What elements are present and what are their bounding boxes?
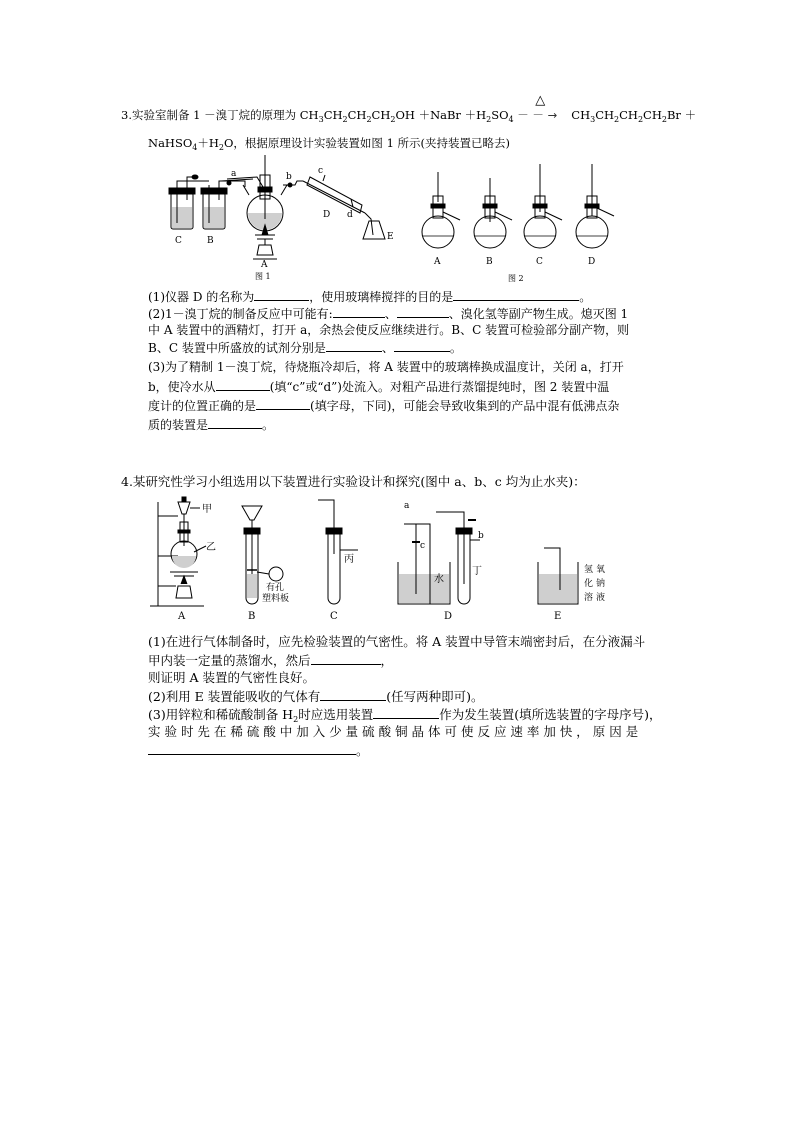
answer-blank[interactable] <box>256 397 310 410</box>
svg-text:有孔: 有孔 <box>266 583 285 593</box>
svg-text:B: B <box>207 236 214 246</box>
svg-text:b: b <box>478 531 484 541</box>
svg-text:E: E <box>387 232 394 242</box>
svg-text:C: C <box>175 236 182 246</box>
svg-text:甲: 甲 <box>202 504 212 515</box>
svg-text:溶: 溶 <box>584 593 594 603</box>
fig2-label: A <box>434 257 441 267</box>
q3-equation-line: 3.实验室制备 1 －溴丁烷的原理为 $CH_3CH_2CH_2CH_2OH$ ＋NaBr $+H_2SO_4$ △ － － → $CH_3CH_2CH_2CH_2Br$ ＋ <box>121 93 697 124</box>
svg-text:D: D <box>444 611 453 622</box>
svg-text:b: b <box>286 172 292 182</box>
svg-text:c: c <box>420 541 426 551</box>
q4-part1-line3: 则证明 A 装置的气密性良好。 <box>148 670 315 685</box>
svg-text:丁: 丁 <box>472 566 482 577</box>
q3-part3-line2: b，使冷水从 (填“c”或“d”)处流入。对粗产品进行蒸馏提纯时，图 2 装置中温 <box>148 380 610 394</box>
q3-part2-line3: B、C 装置中所盛放的试剂分别是 、 。 <box>148 341 462 355</box>
answer-blank[interactable] <box>394 339 450 352</box>
svg-text:a: a <box>231 169 237 179</box>
svg-text:塑料板: 塑料板 <box>262 594 290 604</box>
q4-part1-line1: (1)在进行气体制备时，应先检验装置的气密性。将 A 装置中导管末端密封后，在分液漏斗 <box>148 634 646 649</box>
reaction-arrow: △ － － → <box>517 93 558 122</box>
svg-text:钠: 钠 <box>596 579 606 589</box>
q4-part3-line3: 。 <box>148 742 369 759</box>
q4-part3-line2: 实 验 时 先 在 稀 硫 酸 中 加 入 少 量 硫 酸 铜 晶 体 可 使 反 应 速 率 加 快 ， 原 因 是 <box>148 724 639 739</box>
answer-blank[interactable] <box>311 652 381 665</box>
svg-text:D: D <box>323 210 331 220</box>
fig2-label: B <box>486 257 493 267</box>
q3-part3-line3: 度计的位置正确的是 (填字母，下同)，可能会导致收集到的产品中混有低沸点杂 <box>148 399 620 413</box>
svg-text:图 2: 图 2 <box>508 274 524 283</box>
svg-text:氧: 氧 <box>596 565 606 575</box>
q3-part1: (1)仪器 D 的名称为 ，使用玻璃棒搅拌的目的是 。 <box>148 290 592 304</box>
fig2-label: D <box>588 257 596 267</box>
svg-text:A: A <box>178 611 186 622</box>
svg-text:丙: 丙 <box>344 554 354 565</box>
figure-1-apparatus <box>165 155 400 285</box>
svg-text:C: C <box>330 611 338 622</box>
q4-part1-line2: 甲内装一定量的蒸馏水，然后 ， <box>148 653 394 668</box>
svg-text:a: a <box>404 501 410 511</box>
answer-blank[interactable] <box>254 288 309 301</box>
svg-text:E: E <box>554 611 562 622</box>
svg-text:水: 水 <box>434 574 444 585</box>
svg-text:c: c <box>318 166 324 176</box>
q4-part3-line1: (3)用锌粒和稀硫酸制备 $H_2$时应选用装置 作为发生装置(填所选装置的字母序号)， <box>148 707 662 724</box>
answer-blank[interactable] <box>208 416 262 429</box>
svg-text:A: A <box>261 260 268 270</box>
answer-blank[interactable] <box>216 378 270 391</box>
q4-title: 4.某研究性学习小组选用以下装置进行实验设计和探究(图中 a、b、c 均为止水夹)： <box>121 474 586 489</box>
figure-q4-apparatus <box>148 494 618 624</box>
svg-text:氢: 氢 <box>584 565 594 575</box>
q4-part2: (2)利用 E 装置能吸收的气体有 (任写两种即可)。 <box>148 689 484 704</box>
q3-part2-line1: (2)1－溴丁烷的制备反应中可能有: 、 、溴化氢等副产物生成。熄灭图 1 <box>148 307 629 321</box>
svg-text:d: d <box>347 210 353 220</box>
q3-part2-line2: 中 A 装置中的酒精灯，打开 a，余热会使反应继续进行。B、C 装置可检验部分副产物，则 <box>148 323 630 337</box>
answer-blank[interactable] <box>320 688 386 701</box>
answer-blank[interactable] <box>373 706 439 719</box>
q3-intro-line: $NaHSO_4+H_2O$，根据原理设计实验装置如图 1 所示(夹持装置已略去) <box>148 136 511 152</box>
figure-2-distillation <box>410 160 620 285</box>
q3-part3-line4: 质的装置是 。 <box>148 418 275 432</box>
answer-blank[interactable] <box>453 288 579 301</box>
svg-text:乙: 乙 <box>206 542 216 553</box>
answer-blank[interactable] <box>333 305 385 318</box>
svg-text:B: B <box>248 611 256 622</box>
answer-blank[interactable] <box>397 305 449 318</box>
svg-text:液: 液 <box>596 593 606 603</box>
q3-part3-line1: (3)为了精制 1－溴丁烷，待烧瓶冷却后，将 A 装置中的玻璃棒换成温度计，关闭 a，打开 <box>148 360 624 374</box>
svg-text:化: 化 <box>584 579 594 589</box>
answer-blank[interactable] <box>326 339 382 352</box>
answer-blank[interactable] <box>148 742 356 755</box>
svg-text:图 1: 图 1 <box>255 272 271 281</box>
fig2-label: C <box>536 257 543 267</box>
